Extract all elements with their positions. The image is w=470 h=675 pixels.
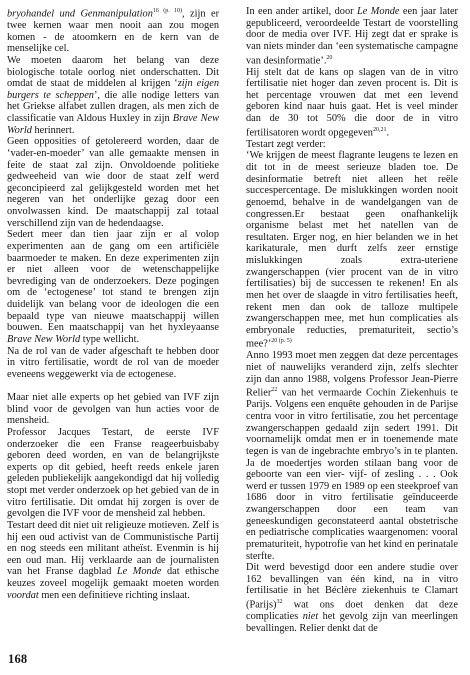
left-paragraph-8: Testart deed dit niet uit religieuze motieven. Zelf is hij een oud activist van de Communistische Partij en nog steeds een militant atheïst. Evenmin is hij een oud man. Hij verklaarde aan de journalisten van het Franse dagblad Le Monde dat ethische keuzes zoveel mogelijk gemaakt moeten worden voordat men een definitieve richting inslaat. (7, 519, 219, 601)
left-paragraph-3: Geen opposities of getolereerd worden, daar de ‘vader-en-moeder’ van alle gemaakte mensen in feite de staat zal zijn. Onvoldoende politieke gedweeheid van wie door de staat zelf werd geconcipieerd zal gelijkgesteld worden met het negeren van het onderlijke gezag door een onvolwassen kind. De maatschappij zal totaal verschillend zijn van de hedendaagse. (7, 136, 219, 229)
right-paragraph-6: Dit werd bevestigd door een andere studie over 162 bevallingen van één kind, na in vitro fertilisatie in het Béclère ziekenhuis te Clamart (Parijs)$^{32}$ wat ons doet denken dat deze complicaties niet het gevolg zijn van meerlingen bevallingen. Relier denkt dat de (246, 562, 458, 634)
italic-term: bryohandel und Genmanipulation (7, 8, 153, 20)
right-column (246, 6, 458, 634)
right-paragraph-2: Hij stelt dat de kans op slagen van de in vitro fertilisatie niet hoger dan zeven procent is. Dit is het percentage vrouwen dat met een levend geboren kind naar huis gaat. Het is veel minder dan de 30 tot 50% die door de in vitro fertilisatoren wordt opgegeven$^{20,21}$. (246, 66, 458, 139)
left-paragraph-7: Professor Jacques Testart, de eerste IVF onderzoeker die een Franse reageerbuisbaby geboren deed worden, en van de belangrijkste experts op dit gebied, heeft reeds enkele jaren geleden publiekelijk aangekondigd dat hij volledig stopt met verder onderzoek op het gebied van de in vitro fertilisatie. Dit omdat hij zorgen is over de gevolgen die IVF voor de mensheid zal hebben. (7, 426, 219, 520)
footnote-ref: 16 (p. 10) (152, 8, 183, 14)
left-column (7, 6, 219, 601)
right-paragraph-1: In een ander artikel, door Le Monde een jaar later gepubliceerd, veroordeelde Testart de voorstelling door de media over IVF. Hij zegt dat er sprake is van niets minder dan ‘een systematische campagne van desinformatie’.$^{20}$ (246, 6, 459, 66)
left-paragraph-4: Sedert meer dan tien jaar zijn er al volop experimenten aan de gang om een artificiële baarmoeder te maken. En deze experimenten zijn er niet alleen voor de wetenschappelijke bevrediging van de onderzoekers. Deze pogingen om de ‘ectogenese’ tot stand te brengen zijn duidelijk van belang voor de ideologen die een bepaald type van nieuwe maatschappij willen bouwen. Een maatschappij van het hyxleyaanse Brave New World type wellicht. (7, 229, 219, 345)
left-paragraph-5: Na de rol van de vader afgeschaft te hebben door in vitro fertilisatie, wordt de rol van de moeder eveneens weggewerkt via de ectogenese. (7, 345, 219, 380)
left-paragraph-6: Maar niet alle experts op het gebied van IVF zijn blind voor de gevolgen van hun acties voor de mensheid. (7, 392, 219, 427)
right-paragraph-3: Testart zegt verder: (246, 138, 326, 150)
left-paragraph-1: bryohandel und Genmanipulation$^{16 (p. 10)}$, zijn er twee kernen waar men nooit aan zou mogen komen - de atoomkern en de kern van de menselijke cel. (7, 8, 220, 55)
page-number: 168 (8, 652, 28, 666)
right-paragraph-5: Anno 1993 moet men zeggen dat deze percentages niet of nauwelijks veranderd zijn, zelfs slechter zijn dan anno 1988, volgens Professor Jean-Pierre Relier$^{22}$ van het vermaarde Cochin Ziekenhuis te Parijs. Volgens een enquête gehouden in de Parijse centra voor in vitro fertilisatie, zou het percentage zwangerschappen gedaald zijn sedert 1991. Dit voornamelijk omdat men er in toenemende mate tegen is van de ingebrachte embryo’s in te planten. Ja de moedertjes worden stilaan bang voor de geboorte van een vier- vijf- of zesling . . . Ook werd er tussen 1979 en 1989 op een steekproef van 1686 door in vitro fertilisatie geïnduceerde zwangerschappen door een team van geneeskundigen geconstateerd aantal obstetrische en pediatrische complicaties waargenomen: vooral prematuriteit, hypotrofie van het kind en perinatale sterfte. (246, 350, 458, 562)
left-paragraph-2: We moeten daarom het belang van deze biologische totale oorlog niet onderschatten. Dit omdat de staat de middelen al krijgen ‘zijn eigen burgers te scheppen’, die alle nodige letters van het Griekse alfabet zullen dragen, als men zich de classificatie van Aldous Huxley in zijn Brave New World herinnert. (7, 54, 220, 136)
right-quote: ‘We krijgen de meest flagrante leugens te lezen en dit tot in de meest serieuze bladen toe. De desinformatie betreft niet alleen het reële succespercentage. De mislukkingen worden nooit genoemd, behalve in de wandelgangen van de congressen.Er bestaat geen onafhankelijk organisme belast met het natellen van de resultaten. Erger nog, en hier belanden we in het karikaturale, men durft zelfs zeer ernstige mislukkingen zoals extra-uteriene zwangerschappen (vier procent van de in vitro fertilisaties) bij de successen te rekenen! En als men het over de slaagde in vitro fertilisaties heeft, rekent men dan ook de talloze multipele zwangerschappen mee, met hun complicaties als embryonale reducties, prematuriteit, sectio’s mee?’$^{20 (p. 5)}$ (246, 150, 458, 350)
